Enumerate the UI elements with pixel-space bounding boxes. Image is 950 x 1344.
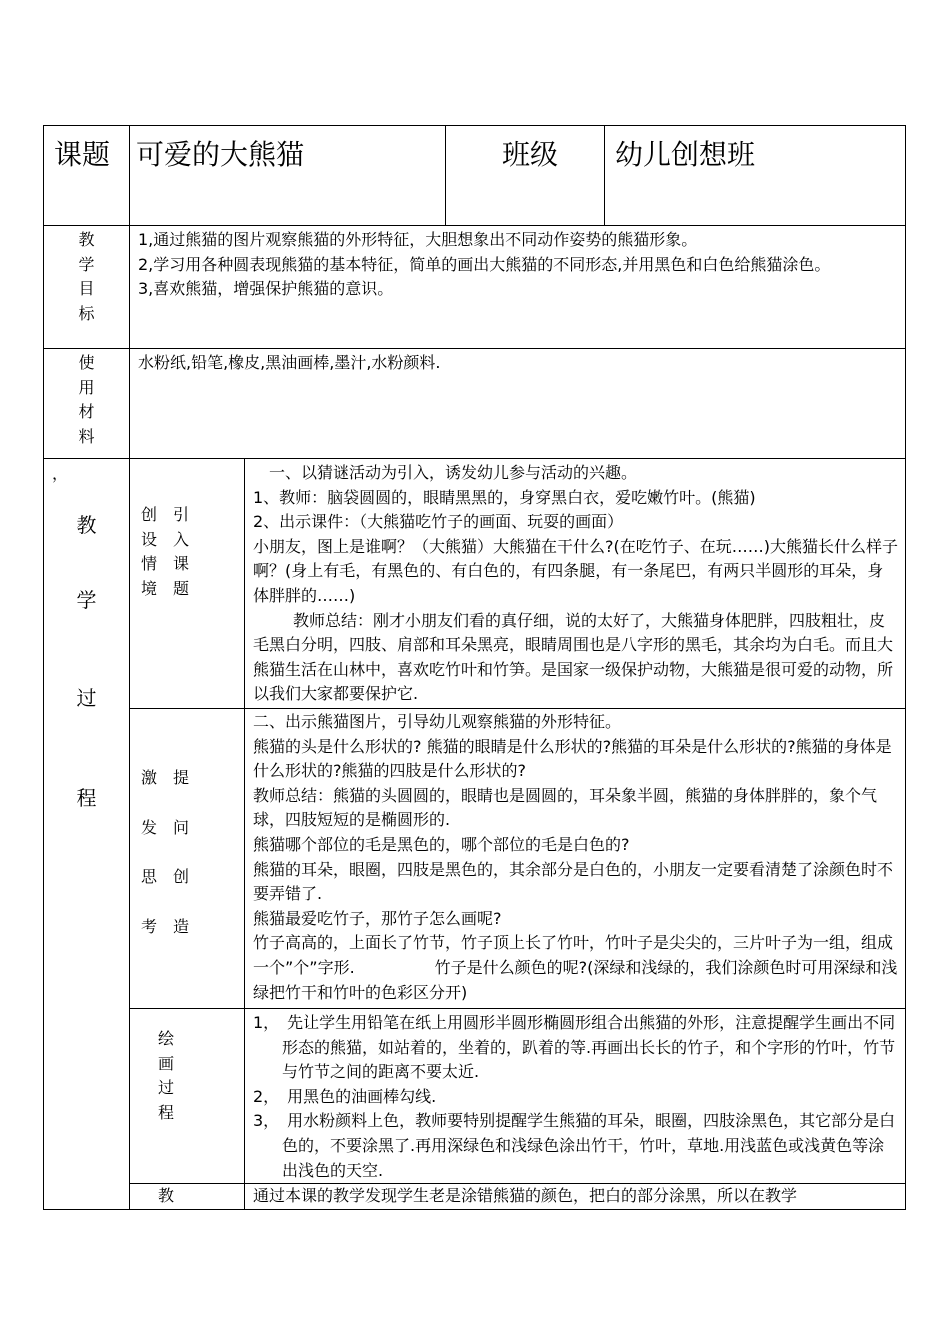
header-row (44, 126, 906, 226)
section-content-reflection (245, 1184, 906, 1210)
section-label-line: 创 引 (141, 505, 190, 524)
class-value: 幼儿创想班 (615, 138, 756, 171)
process-label-cell (44, 459, 130, 1210)
drawing-step: 1， 先让学生用铅笔在纸上用圆形半圆形椭圆形组合出熊猫的外形，注意提醒学生画出不同形态的熊猫，如站着的，坐着的，趴着的等.再画出长长的竹子，和个字形的竹叶，竹节与竹节之间的距离不要太近. (253, 1013, 896, 1082)
content-paragraph: 1、教师：脑袋圆圆的，眼睛黑黑的，身穿黑白衣，爱吃嫩竹叶。(熊猫) (253, 487, 756, 507)
section-label-char: 教 (158, 1186, 175, 1206)
section-label-cell (130, 459, 245, 709)
drawing-step: 2， 用黑色的油画棒勾线. (253, 1086, 437, 1106)
section-label-char: 绘 (158, 1029, 175, 1048)
content-paragraph: 一、以猜谜活动为引入，诱发幼儿参与活动的兴趣。 (269, 463, 638, 482)
objective-line: 3,喜欢熊猫，增强保护熊猫的意识。 (138, 279, 394, 299)
materials-label-char: 使 (78, 353, 95, 372)
section-label-char: 程 (158, 1102, 175, 1122)
section-label-line: 发 问 (141, 817, 190, 837)
section-content-observe (245, 709, 906, 1009)
content-paragraph: 熊猫最爱吃竹子，那竹子怎么画呢? (253, 908, 502, 928)
content-paragraph: 2、出示课件：（大熊猫吃竹子的画面、玩耍的画面） (253, 512, 624, 532)
content-paragraph: 熊猫的耳朵，眼圈，四肢是黑色的，其余部分是白色的，小朋友一定要看清楚了涂颜色时不要弄错了. (253, 859, 894, 904)
objective-line: 1,通过熊猫的图片观察熊猫的外形特征，大胆想象出不同动作姿势的熊猫形象。 (138, 230, 698, 249)
section-content-intro (245, 459, 906, 709)
objectives-label-char: 目 (78, 279, 95, 299)
objective-line: 2,学习用各种圆表现熊猫的基本特征，简单的画出大熊猫的不同形态,并用黑色和白色给熊猫涂色。 (138, 254, 831, 274)
drawing-step: 3， 用水粉颜料上色，教师要特别提醒学生熊猫的耳朵，眼圈，四肢涂黑色，其它部分是白色的，不要涂黑了.再用深绿色和浅绿色涂出竹干，竹叶，草地.用浅蓝色或浅黄色等涂出浅色的天空. (253, 1111, 896, 1180)
subject-label: 课题 (54, 138, 111, 171)
materials-label-cell (44, 349, 130, 459)
process-row-observe (44, 709, 906, 1009)
objectives-label-char: 标 (78, 303, 95, 323)
content-paragraph: 二、出示熊猫图片，引导幼儿观察熊猫的外形特征。 (253, 712, 622, 731)
process-row-intro (44, 459, 906, 709)
content-paragraph: 教师总结：刚才小朋友们看的真仔细，说的太好了，大熊猫身体肥胖，四肢粗壮，皮毛黑白分明，四肢、肩部和耳朵黑亮，眼睛周围也是八字形的黑毛，其余均为白毛。而且大熊猫生活在山林中，喜欢吃竹叶和竹笋。是国家一级保护动物，大熊猫是很可爱的动物，所以我们大家都要保护它. (253, 610, 894, 704)
process-label-char: 过 (76, 686, 97, 710)
reflection-text: 通过本课的教学发现学生老是涂错熊猫的颜色，把白的部分涂黑，所以在教学 (253, 1186, 798, 1206)
section-label-line: 思 创 (141, 867, 190, 886)
class-label-cell (446, 126, 605, 226)
section-label-line: 考 造 (141, 916, 190, 936)
process-label-char: 学 (76, 588, 97, 612)
process-label-char: 教 (76, 513, 97, 537)
section-label-line: 激 提 (141, 768, 190, 787)
objectives-label-char: 学 (78, 254, 95, 274)
content-paragraph: 竹子高高的，上面长了竹节，竹子顶上长了竹叶，竹叶子是尖尖的，三片叶子为一组，组成一个”个”字形. 竹子是什么颜色的呢?(深绿和浅绿的，我们涂颜色时可用深绿和浅绿把竹干和竹叶的色彩区分开) (253, 933, 898, 1002)
content-paragraph: 熊猫的头是什么形状的? 熊猫的眼睛是什么形状的?熊猫的耳朵是什么形状的?熊猫的身体是什么形状的?熊猫的四肢是什么形状的? (253, 736, 892, 781)
materials-label-char: 用 (78, 377, 95, 397)
section-label-line: 境 题 (141, 578, 190, 598)
materials-label-char: 材 (78, 402, 95, 422)
content-paragraph: 教师总结：熊猫的头圆圆的，眼睛也是圆圆的，耳朵象半圆，熊猫的身体胖胖的，象个气球，四肢短短的是椭圆形的. (253, 785, 878, 830)
lesson-plan-table (43, 125, 906, 1210)
section-label-char: 画 (158, 1053, 175, 1073)
objectives-label-char: 教 (78, 230, 95, 249)
content-paragraph: 小朋友，图上是谁啊？（大熊猫）大熊猫在干什么?(在吃竹子、在玩……)大熊猫长什么样子啊？(身上有毛，有黑色的、有白色的，有四条腿，有一条尾巴，有两只半圆形的耳朵，身体胖胖的……) (253, 536, 898, 605)
objectives-label-cell (44, 226, 130, 349)
process-row-drawing (44, 1009, 906, 1184)
section-label-cell (130, 1184, 245, 1210)
section-label-cell (130, 709, 245, 1009)
materials-content (130, 349, 906, 459)
subject-value-cell (130, 126, 446, 226)
section-content-drawing (245, 1009, 906, 1184)
objectives-row (44, 226, 906, 349)
materials-label-char: 料 (78, 426, 95, 446)
materials-text: 水粉纸,铅笔,橡皮,黑油画棒,墨汁,水粉颜料. (138, 353, 441, 372)
objectives-content (130, 226, 906, 349)
process-label-char: 程 (76, 786, 97, 810)
class-label: 班级 (502, 138, 559, 171)
process-row-reflection (44, 1184, 906, 1210)
section-label-char: 过 (158, 1078, 175, 1098)
lesson-title: 可爱的大熊猫 (136, 138, 305, 171)
section-label-line: 情 课 (141, 554, 190, 574)
process-mark: ， (52, 464, 69, 483)
subject-label-cell (44, 126, 130, 226)
section-label-cell (130, 1009, 245, 1184)
class-value-cell (605, 126, 906, 226)
section-label-line: 设 入 (141, 529, 190, 549)
materials-row (44, 349, 906, 459)
content-paragraph: 熊猫哪个部位的毛是黑色的，哪个部位的毛是白色的? (253, 834, 630, 854)
